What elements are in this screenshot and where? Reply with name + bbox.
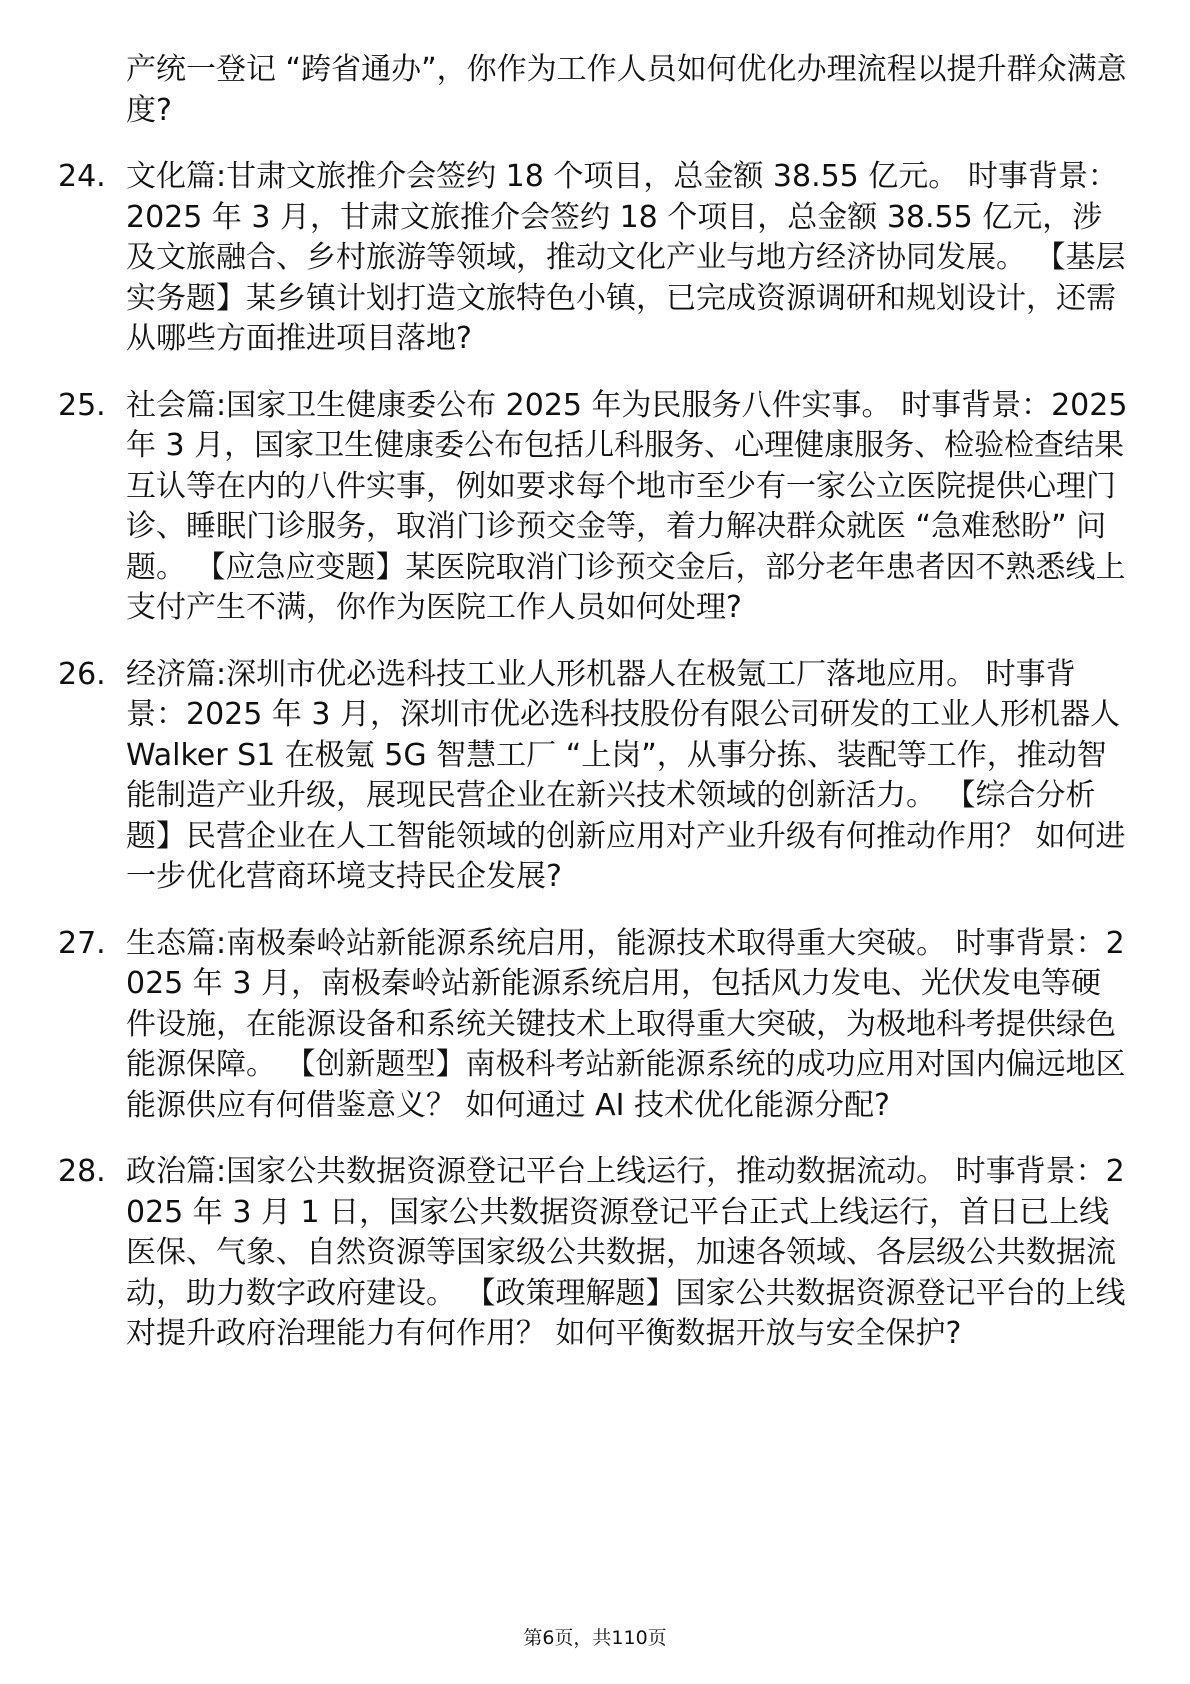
item-text: 文化篇:甘肃文旅推介会签约 18 个项目，总金额 38.55 亿元。 时事背景：2025 年 3 月，甘肃文旅推介会签约 18 个项目，总金额 38.55 亿元，涉及文旅融合、乡村旅游等领域，推动文化产业与地方经济协同发展。 【基层实务题】某乡镇计划打造文旅特色小镇，已完成资源调研和规划设计，还需从哪些方面推进项目落地?: [126, 159, 1126, 356]
continuation-paragraph: 产统一登记 “跨省通办”，你作为工作人员如何优化办理流程以提升群众满意度?: [126, 52, 1127, 128]
document-body: [58, 50, 1128, 1355]
item-number: 28.: [58, 1154, 106, 1189]
list-item-26: [58, 655, 1128, 898]
item-text: 经济篇:深圳市优必选科技工业人形机器人在极氪工厂落地应用。 时事背景：2025 年 3 月，深圳市优必选科技股份有限公司研发的工业人形机器人 Walker S1 在极氪 5G 智慧工厂 “上岗”，从事分拣、装配等工作，推动智能制造产业升级，展现民营企业在新兴技术领域的创新活力。 【综合分析题】民营企业在人工智能领域的创新应用对产业升级有何推动作用？ 如何进一步优化营商环境支持民企发展?: [126, 656, 1126, 894]
list-item-25: [58, 386, 1128, 629]
list-item-24: [58, 157, 1128, 360]
item-text: 生态篇:南极秦岭站新能源系统启用，能源技术取得重大突破。 时事背景：2025 年 3 月，南极秦岭站新能源系统启用，包括风力发电、光伏发电等硬件设施，在能源设备和系统关键技术上取得重大突破，为极地科考提供绿色能源保障。 【创新题型】南极科考站新能源系统的成功应用对国内偏远地区能源供应有何借鉴意义？ 如何通过 AI 技术优化能源分配?: [126, 925, 1126, 1123]
item-number: 24.: [58, 159, 106, 194]
list-item-27: [58, 924, 1128, 1127]
item-number: 27.: [58, 925, 106, 961]
item-number: 26.: [58, 656, 106, 692]
list-item-28: [58, 1152, 1128, 1355]
item-text: 政治篇:国家公共数据资源登记平台上线运行，推动数据流动。 时事背景：2025 年 3 月 1 日，国家公共数据资源登记平台正式上线运行，首日已上线医保、气象、自然资源等国家级公共数据，加速各领域、各层级公共数据流动，助力数字政府建设。 【政策理解题】国家公共数据资源登记平台的上线对提升政府治理能力有何作用？ 如何平衡数据开放与安全保护?: [126, 1154, 1126, 1351]
page-footer: 第6页，共110页: [523, 1627, 667, 1649]
item-text: 社会篇:国家卫生健康委公布 2025 年为民服务八件实事。 时事背景：2025 年 3 月，国家卫生健康委公布包括儿科服务、心理健康服务、检验检查结果互认等在内的八件实事，例如要求每个地市至少有一家公立医院提供心理门诊、睡眠门诊服务，取消门诊预交金等，着力解决群众就医 “急难愁盼” 问题。 【应急应变题】某医院取消门诊预交金后，部分老年患者因不熟悉线上支付产生不满，你作为医院工作人员如何处理?: [126, 387, 1128, 625]
item-number: 25.: [58, 387, 106, 423]
